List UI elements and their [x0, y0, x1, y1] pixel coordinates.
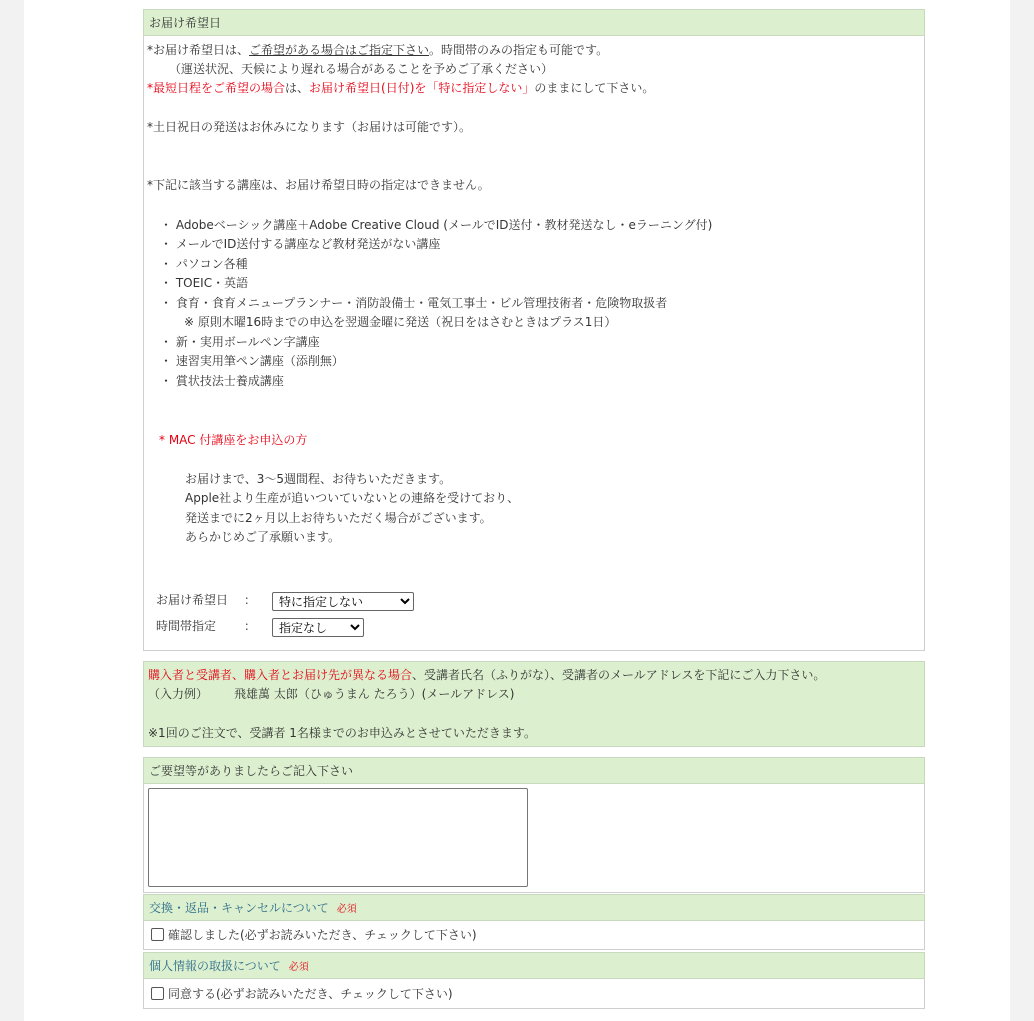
delivery-time-label: 時間帯指定 [156, 619, 217, 633]
exchange-check-label[interactable]: 確認しました(必ずお読みいただき、チェックして下さい) [168, 928, 477, 942]
delivery-section [143, 9, 925, 651]
privacy-section [143, 952, 925, 1009]
privacy-required-badge: 必須 [288, 962, 309, 973]
delivery-date-label: お届け希望日 [156, 593, 229, 607]
privacy-check-label[interactable]: 同意する(必ずお読みいただき、チェックして下さい) [168, 987, 453, 1001]
mac-notice-line: お届けまで、3〜5週間程、お待ちいただきます。 [185, 472, 452, 486]
delivery-note-1: *お届け希望日は、ご希望がある場合はご指定下さい。時間帯のみの指定も可能です。 [147, 43, 609, 57]
delivery-date-sep: ： [244, 593, 257, 607]
request-section [143, 757, 925, 893]
delivery-note-3: *最短日程をご希望の場合は、お届け希望日(日付)を「特に指定しない」のままにして下さい。 [147, 81, 655, 95]
exclusion-item: ・ 速習実用筆ペン講座（添削無） [160, 354, 344, 368]
privacy-header [143, 952, 925, 979]
request-textarea[interactable] [148, 788, 528, 887]
exchange-required-badge: 必須 [336, 904, 357, 915]
privacy-checkbox[interactable] [151, 987, 164, 1000]
request-header: ご要望等がありましたらご記入下さい [143, 757, 925, 784]
delivery-time-sep: ： [244, 619, 257, 633]
recipient-notice-line: 購入者と受講者、購入者とお届け先が異なる場合、受講者氏名（ふりがな）、受講者のメールアドレスを下記にご入力下さい。 [148, 668, 826, 682]
exclusion-note: ※ 原則木曜16時までの申込を翌週金曜に発送（祝日をはさむときはプラス1日） [184, 315, 617, 329]
delivery-date-select[interactable] [272, 592, 414, 611]
delivery-note-2: （運送状況、天候により遅れる場合があることを予めご了承ください） [169, 62, 554, 76]
delivery-note-4: *土日祝日の発送はお休みになります（お届けは可能です）。 [147, 120, 472, 134]
mac-notice-title: * MAC 付講座をお申込の方 [159, 433, 308, 447]
mac-notice-line: Apple社より生産が追いついていないとの連絡を受けており、 [185, 491, 520, 505]
recipient-note: ※1回のご注文で、受講者 1名様までのお申込みとさせていただきます。 [148, 726, 536, 740]
exclusion-item: ・ TOEIC・英語 [160, 276, 249, 290]
delivery-time-select[interactable] [272, 618, 364, 637]
exclusion-item: ・ 賞状技法士養成講座 [160, 374, 284, 388]
exchange-title: 交換・返品・キャンセルについて [149, 901, 329, 915]
mac-notice-line: あらかじめご了承願います。 [185, 530, 341, 544]
recipient-notice [143, 661, 925, 747]
delivery-header: お届け希望日 [143, 9, 925, 36]
exclusion-item: ・ メールでID送付する講座など教材発送がない講座 [160, 237, 441, 251]
exclusion-item: ・ 食育・食育メニュープランナー・消防設備士・電気工事士・ビル管理技術者・危険物取扱者 [160, 296, 668, 310]
exclusion-item: ・ Adobeベーシック講座＋Adobe Creative Cloud (メールでID送付・教材発送なし・eラーニング付) [160, 218, 713, 232]
exchange-checkbox[interactable] [151, 928, 164, 941]
privacy-title: 個人情報の取扱について [149, 959, 281, 973]
privacy-check-row [143, 979, 925, 1009]
recipient-example: （入力例） 飛雄萬 太郎（ひゅうまん たろう）(メールアドレス) [148, 687, 515, 701]
exclusion-item: ・ パソコン各種 [160, 257, 248, 271]
exchange-check-row [143, 921, 925, 950]
delivery-note-5: *下記に該当する講座は、お届け希望日時の指定はできません。 [147, 178, 490, 192]
request-body [143, 784, 925, 893]
exchange-section [143, 894, 925, 950]
delivery-body [143, 36, 925, 651]
exclusion-item: ・ 新・実用ボールペン字講座 [160, 335, 320, 349]
mac-notice-line: 発送までに2ヶ月以上お待ちいただく場合がございます。 [185, 511, 492, 525]
exchange-header [143, 894, 925, 921]
